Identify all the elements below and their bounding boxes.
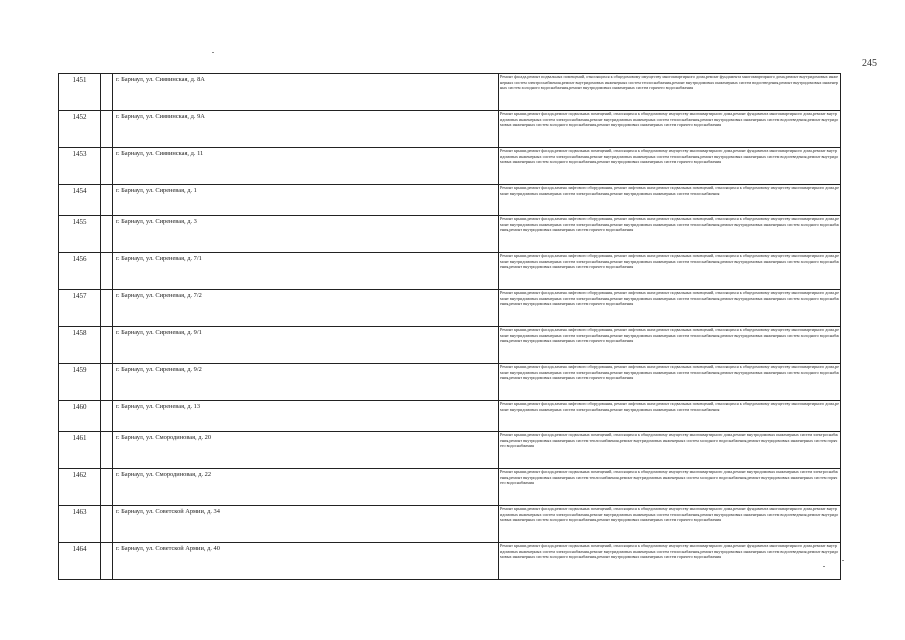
row-address: г. Барнаул, ул. Сиреневая, д. 7/2: [113, 290, 499, 327]
row-works-cell: [499, 401, 841, 432]
row-address: г. Барнаул, ул. Сиреневая, д. 7/1: [113, 253, 499, 290]
row-works: Ремонт крыши,ремонт фасада,ремонт подвальных помещений, относящихся к общедомовому имуществу многоквартирного дома,ремонт фундамента многоквартирного дома,ремонт внутридомовых инженерных систем электроснабжения,ремонт внутридомовых инженерных систем теплоснабжения,ремонт внутридомовых инженерных систем водоотведения,ремонт внутридомовых инженерных систем холодного водоснабжения,ремонт внутридомовых инженерных систем горячего водоснабжения: [500, 111, 839, 128]
table-row: [59, 148, 841, 185]
row-address: г. Барнаул, ул. Сиявинская, д. 11: [113, 148, 499, 185]
row-empty-cell: [101, 401, 113, 432]
row-address: г. Барнаул, ул. Сиреневая, д. 1: [113, 185, 499, 216]
row-empty-cell: [101, 253, 113, 290]
row-empty-cell: [101, 148, 113, 185]
row-number: 1462: [59, 469, 101, 506]
table-row: [59, 74, 841, 111]
table-row: [59, 364, 841, 401]
row-works: Ремонт крыши,ремонт фасада,замена лифтового оборудования, ремонт лифтовых шахт,ремонт подвальных помещений, относящихся к общедомовому имуществу многоквартирного дома,ремонт внутридомовых инженерных систем электроснабжения,ремонт внутридомовых инженерных систем теплоснабжения,ремонт внутридомовых инженерных систем холодного водоснабжения,ремонт внутридомовых инженерных систем горячего водоснабжения: [500, 327, 839, 344]
scan-speck: [842, 560, 844, 561]
row-empty-cell: [101, 74, 113, 111]
row-works-cell: [499, 506, 841, 543]
row-works-cell: [499, 111, 841, 148]
row-works-cell: [499, 185, 841, 216]
row-works: Ремонт крыши,ремонт фасада,ремонт подвальных помещений, относящихся к общедомовому имуществу многоквартирного дома,ремонт фундамента многоквартирного дома,ремонт внутридомовых инженерных систем электроснабжения,ремонт внутридомовых инженерных систем теплоснабжения,ремонт внутридомовых инженерных систем водоотведения,ремонт внутридомовых инженерных систем холодного водоснабжения,ремонт внутридомовых инженерных систем горячего водоснабжения: [500, 148, 839, 165]
row-address: г. Барнаул, ул. Смородиновая, д. 20: [113, 432, 499, 469]
row-empty-cell: [101, 432, 113, 469]
table-row: [59, 327, 841, 364]
row-works: Ремонт крыши,ремонт фасада,ремонт подвальных помещений, относящихся к общедомовому имуществу многоквартирного дома,ремонт фундамента многоквартирного дома,ремонт внутридомовых инженерных систем электроснабжения,ремонт внутридомовых инженерных систем теплоснабжения,ремонт внутридомовых инженерных систем водоотведения,ремонт внутридомовых инженерных систем холодного водоснабжения,ремонт внутридомовых инженерных систем горячего водоснабжения: [500, 506, 839, 523]
row-address: г. Барнаул, ул. Сиявинская, д. 8А: [113, 74, 499, 111]
row-works-cell: [499, 543, 841, 580]
row-address: г. Барнаул, ул. Смородиновая, д. 22: [113, 469, 499, 506]
row-address: г. Барнаул, ул. Сиреневая, д. 13: [113, 401, 499, 432]
row-number: 1456: [59, 253, 101, 290]
row-works-cell: [499, 469, 841, 506]
table-row: [59, 506, 841, 543]
row-empty-cell: [101, 111, 113, 148]
row-works: Ремонт крыши,ремонт фасада,ремонт подвальных помещений, относящихся к общедомовому имуществу многоквартирного дома,ремонт внутридомовых инженерных систем электроснабжения,ремонт внутридомовых инженерных систем теплоснабжения,ремонт внутридомовых инженерных систем холодного водоснабжения,ремонт внутридомовых инженерных систем горячего водоснабжения: [500, 432, 838, 449]
row-works: Ремонт крыши,ремонт фасада,замена лифтового оборудования, ремонт лифтовых шахт,ремонт подвальных помещений, относящихся к общедомовому имуществу многоквартирного дома,ремонт внутридомовых инженерных систем электроснабжения,ремонт внутридомовых инженерных систем теплоснабжения: [500, 401, 839, 412]
row-empty-cell: [101, 327, 113, 364]
table-row: [59, 432, 841, 469]
row-number: 1459: [59, 364, 101, 401]
row-number: 1453: [59, 148, 101, 185]
row-address: г. Барнаул, ул. Советской Армии, д. 40: [113, 543, 499, 580]
row-number: 1451: [59, 74, 101, 111]
table-row: [59, 185, 841, 216]
row-address: г. Барнаул, ул. Сиреневая, д. 9/2: [113, 364, 499, 401]
row-address: г. Барнаул, ул. Сиреневая, д. 9/1: [113, 327, 499, 364]
row-works: Ремонт крыши,ремонт фасада,ремонт подвальных помещений, относящихся к общедомовому имуществу многоквартирного дома,ремонт фундамента многоквартирного дома,ремонт внутридомовых инженерных систем электроснабжения,ремонт внутридомовых инженерных систем теплоснабжения,ремонт внутридомовых инженерных систем водоотведения,ремонт внутридомовых инженерных систем холодного водоснабжения,ремонт внутридомовых инженерных систем горячего водоснабжения: [500, 543, 839, 560]
row-empty-cell: [101, 469, 113, 506]
row-works-cell: [499, 216, 841, 253]
table-row: [59, 290, 841, 327]
row-works: Ремонт крыши,ремонт фасада,замена лифтового оборудования, ремонт лифтовых шахт,ремонт подвальных помещений, относящихся к общедомовому имуществу многоквартирного дома,ремонт внутридомовых инженерных систем электроснабжения,ремонт внутридомовых инженерных систем теплоснабжения: [500, 185, 839, 196]
row-number: 1460: [59, 401, 101, 432]
row-number: 1454: [59, 185, 101, 216]
row-number: 1458: [59, 327, 101, 364]
row-number: 1452: [59, 111, 101, 148]
row-address: г. Барнаул, ул. Сиреневая, д. 3: [113, 216, 499, 253]
row-works-cell: [499, 432, 841, 469]
row-works-cell: [499, 148, 841, 185]
row-works-cell: [499, 290, 841, 327]
row-works-cell: [499, 74, 841, 111]
row-number: 1457: [59, 290, 101, 327]
row-works: Ремонт крыши,ремонт фасада,ремонт подвальных помещений, относящихся к общедомовому имуществу многоквартирного дома,ремонт внутридомовых инженерных систем электроснабжения,ремонт внутридомовых инженерных систем теплоснабжения,ремонт внутридомовых инженерных систем холодного водоснабжения,ремонт внутридомовых инженерных систем горячего водоснабжения: [500, 469, 838, 486]
row-address: г. Барнаул, ул. Советской Армии, д. 34: [113, 506, 499, 543]
row-works-cell: [499, 364, 841, 401]
row-works-cell: [499, 327, 841, 364]
row-empty-cell: [101, 290, 113, 327]
row-empty-cell: [101, 216, 113, 253]
row-works-cell: [499, 253, 841, 290]
row-number: 1461: [59, 432, 101, 469]
scan-speck: [212, 52, 214, 53]
row-number: 1464: [59, 543, 101, 580]
row-works: Ремонт крыши,ремонт фасада,замена лифтового оборудования, ремонт лифтовых шахт,ремонт подвальных помещений, относящихся к общедомовому имуществу многоквартирного дома,ремонт внутридомовых инженерных систем электроснабжения,ремонт внутридомовых инженерных систем теплоснабжения,ремонт внутридомовых инженерных систем холодного водоснабжения,ремонт внутридомовых инженерных систем горячего водоснабжения: [500, 364, 839, 381]
row-number: 1455: [59, 216, 101, 253]
row-empty-cell: [101, 185, 113, 216]
row-works: Ремонт фасада,ремонт подвальных помещений, относящихся к общедомовому имуществу многоквартирного дома,ремонт фундамента многоквартирного дома,ремонт внутридомовых инженерных систем электроснабжения,ремонт внутридомовых инженерных систем теплоснабжения,ремонт внутридомовых инженерных систем водоотведения,ремонт внутридомовых инженерных систем холодного водоснабжения,ремонт внутридомовых инженерных систем горячего водоснабжения: [500, 74, 838, 91]
table-row: [59, 469, 841, 506]
table-row: [59, 216, 841, 253]
table-row: [59, 543, 841, 580]
row-works: Ремонт крыши,ремонт фасада,замена лифтового оборудования, ремонт лифтовых шахт,ремонт подвальных помещений, относящихся к общедомовому имуществу многоквартирного дома,ремонт внутридомовых инженерных систем электроснабжения,ремонт внутридомовых инженерных систем теплоснабжения,ремонт внутридомовых инженерных систем холодного водоснабжения,ремонт внутридомовых инженерных систем горячего водоснабжения: [500, 253, 839, 270]
row-empty-cell: [101, 364, 113, 401]
table-row: [59, 111, 841, 148]
table-row: [59, 401, 841, 432]
page-number: 245: [862, 58, 877, 69]
row-empty-cell: [101, 506, 113, 543]
row-address: г. Барнаул, ул. Сиявинская, д. 9А: [113, 111, 499, 148]
table-row: [59, 253, 841, 290]
repair-register-table: [58, 73, 841, 580]
row-number: 1463: [59, 506, 101, 543]
row-works: Ремонт крыши,ремонт фасада,замена лифтового оборудования, ремонт лифтовых шахт,ремонт подвальных помещений, относящихся к общедомовому имуществу многоквартирного дома,ремонт внутридомовых инженерных систем электроснабжения,ремонт внутридомовых инженерных систем теплоснабжения,ремонт внутридомовых инженерных систем холодного водоснабжения,ремонт внутридомовых инженерных систем горячего водоснабжения: [500, 216, 839, 233]
row-empty-cell: [101, 543, 113, 580]
row-works: Ремонт крыши,ремонт фасада,замена лифтового оборудования, ремонт лифтовых шахт,ремонт подвальных помещений, относящихся к общедомовому имуществу многоквартирного дома,ремонт внутридомовых инженерных систем электроснабжения,ремонт внутридомовых инженерных систем теплоснабжения,ремонт внутридомовых инженерных систем холодного водоснабжения,ремонт внутридомовых инженерных систем горячего водоснабжения: [500, 290, 839, 307]
